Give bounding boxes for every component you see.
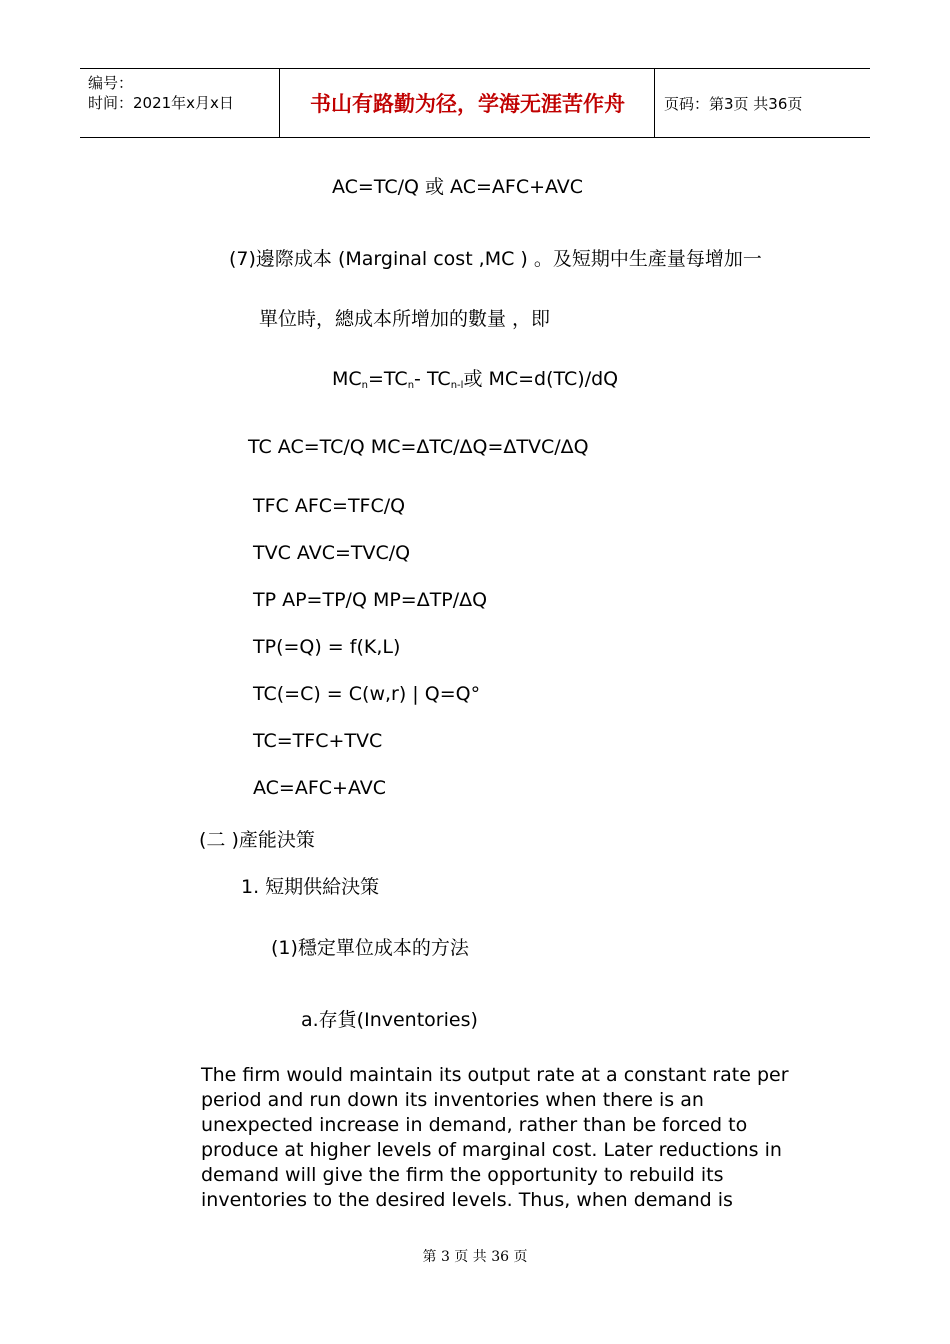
marginal-cost-definition: 單位時，總成本所增加的數量 ，即: [259, 308, 551, 330]
header-motto: 书山有路勤为径，学海无涯苦作舟: [281, 69, 655, 137]
formula-production-function: TP(=Q) = f(K,L): [253, 636, 401, 658]
document-number-label: 编号：: [88, 74, 134, 92]
subscript: n-l: [450, 380, 464, 391]
subscript: n: [361, 380, 369, 391]
subscript: n: [407, 380, 415, 391]
body-paragraph: The firm would maintain its output rate at a constant rate per period and run down its inventories when there is an unexpected increase in demand, rather than be forced to produce at higher levels of marginal cost. Later reductions in demand will give the firm the opportunity to rebuild its inventories to the desired levels. Thus, when demand is: [201, 1064, 789, 1211]
page-header: [80, 68, 870, 138]
formula-cost-function: TC(=C) = C(w,r) | Q=Q°: [253, 683, 481, 705]
marginal-cost-heading: (7)邊際成本 (Marginal cost ,MC ) 。及短期中生產量每增加一: [229, 248, 762, 270]
formula-tvc: TVC AVC=TVC/Q: [253, 542, 411, 564]
header-meta: [80, 69, 280, 137]
formula-mc-part: MC: [332, 368, 362, 390]
formula-mc-part: =TC: [368, 368, 408, 390]
subsection-item: (1)穩定單位成本的方法: [271, 937, 469, 959]
section-heading: (二 )產能決策: [199, 829, 315, 851]
formula-average-cost: AC=AFC+AVC: [253, 777, 387, 799]
formula-ac: AC=TC/Q 或 AC=AFC+AVC: [332, 176, 584, 198]
formula-mc-part: - TC: [414, 368, 451, 390]
subsection-heading: 1. 短期供給決策: [241, 876, 380, 898]
formula-mc-part: 或 MC=d(TC)/dQ: [463, 368, 619, 390]
formula-tp: TP AP=TP/Q MP=ΔTP/ΔQ: [253, 589, 488, 611]
document-date: 时间：2021年x月x日: [88, 94, 234, 112]
formula-tc: TC AC=TC/Q MC=ΔTC/ΔQ=ΔTVC/ΔQ: [248, 436, 589, 458]
subsection-point: a.存貨(Inventories): [301, 1009, 478, 1031]
header-page-info: 页码：第3页 共36页: [664, 94, 803, 113]
formula-mc: [332, 364, 618, 391]
page-footer: 第 3 页 共 36 页: [422, 1249, 528, 1265]
formula-total-cost: TC=TFC+TVC: [253, 730, 383, 752]
formula-tfc: TFC AFC=TFC/Q: [253, 495, 406, 517]
